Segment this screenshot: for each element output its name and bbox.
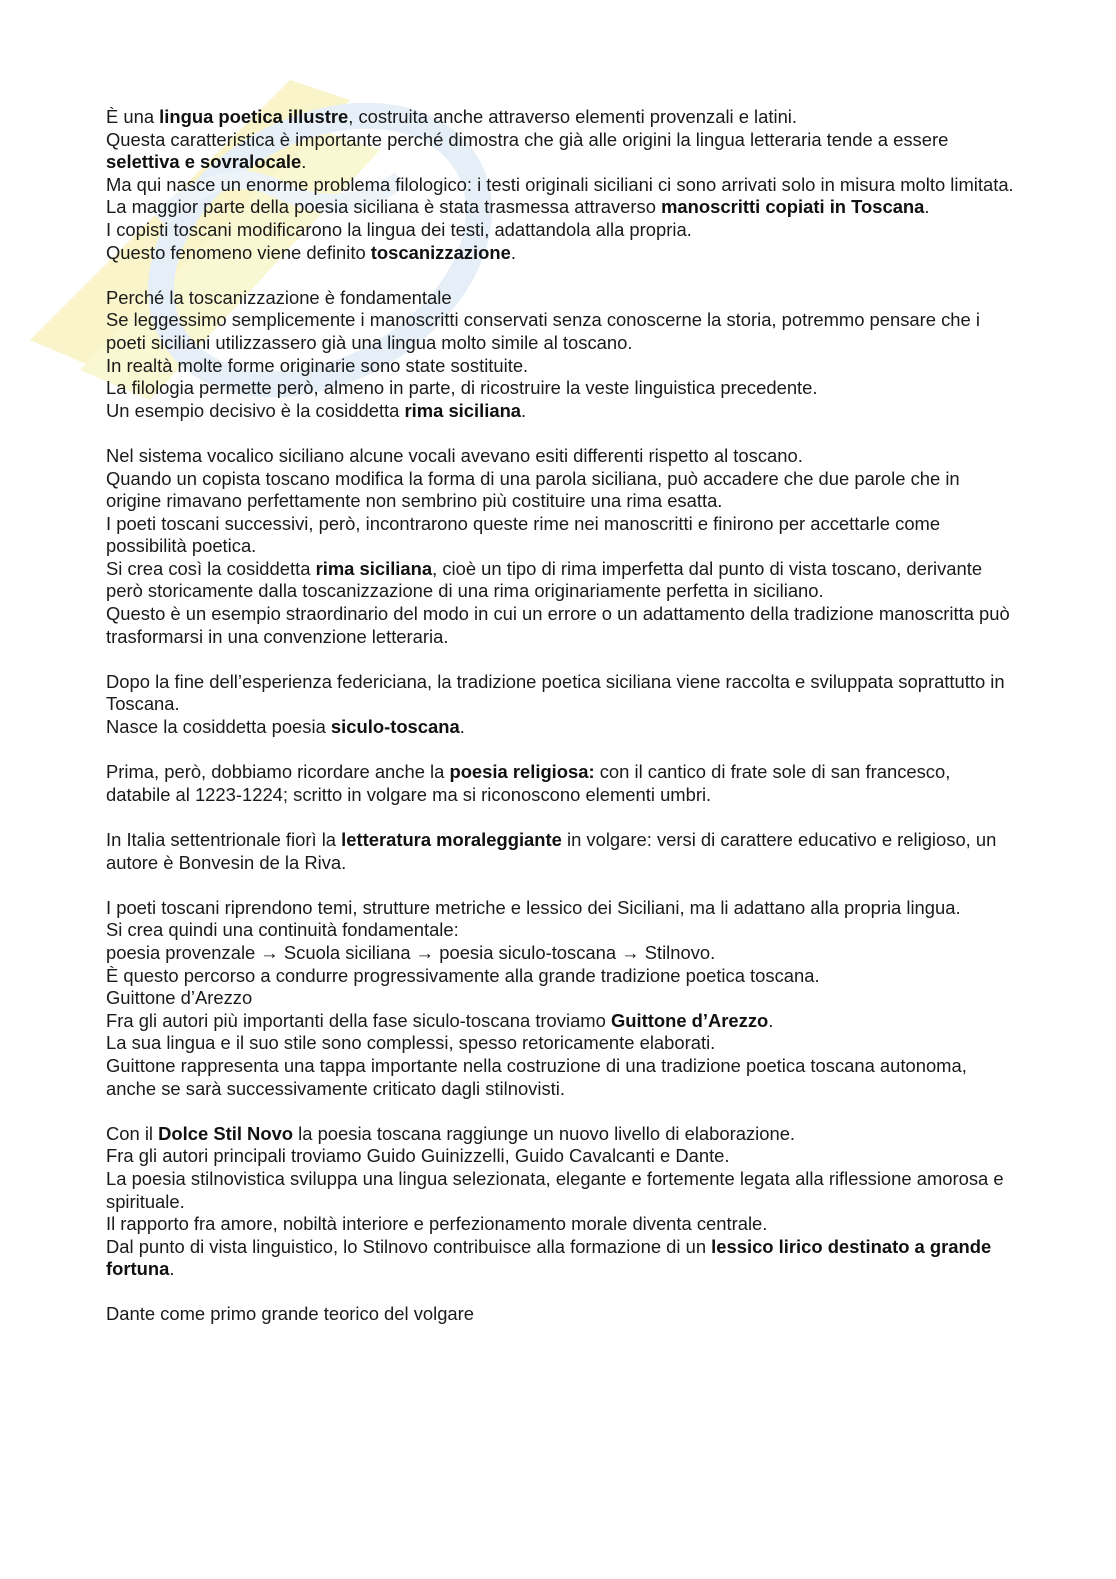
text-run: Guittone d’Arezzo xyxy=(106,987,253,1009)
paragraph xyxy=(106,400,1016,423)
paragraph xyxy=(106,219,1016,242)
text-run: È una xyxy=(106,106,160,127)
paragraph xyxy=(106,1213,1016,1236)
paragraph xyxy=(106,829,1016,874)
paragraph xyxy=(106,445,1016,468)
text-run: Si crea così la cosiddetta xyxy=(106,557,316,579)
text-run: con il cantico di frate sole di san francesco, databile al 1223-1224; scritto in volgare ma si riconoscono elementi umbri. xyxy=(106,761,951,805)
paragraph xyxy=(106,196,1016,219)
text-run: . xyxy=(768,1009,774,1031)
paragraph xyxy=(106,1303,1016,1326)
paragraph xyxy=(106,468,1016,513)
bold-text: toscanizzazione xyxy=(370,241,511,263)
paragraph xyxy=(106,106,1016,129)
text-run: Se leggessimo semplicemente i manoscritti conservati senza conoscerne la storia, potremmo pensare che i poeti siciliani utilizzassero già una lingua molto simile al toscano. xyxy=(106,309,980,353)
paragraph xyxy=(106,174,1016,197)
paragraph xyxy=(106,603,1016,648)
text-run: Perché la toscanizzazione è fondamentale xyxy=(106,286,452,308)
text-run: Dal punto di vista linguistico, lo Stilnovo contribuisce alla formazione di un xyxy=(106,1235,712,1257)
text-run: , cioè un tipo di rima imperfetta dal punto di vista toscano, derivante però storicamente dalla toscanizzazione di una rima originariamente perfetta in siciliano. xyxy=(106,557,983,602)
bold-text: siculo-toscana xyxy=(330,716,460,738)
paragraph xyxy=(106,919,1016,942)
paragraph xyxy=(106,287,1016,310)
text-run: Nasce la cosiddetta poesia xyxy=(106,716,331,738)
bold-text: letteratura moraleggiante xyxy=(341,829,562,850)
text-run: in volgare: versi di carattere educativo e religioso, un autore è Bonvesin de la Riva. xyxy=(106,829,997,873)
text-run: la poesia toscana raggiunge un nuovo livello di elaborazione. xyxy=(293,1122,796,1144)
paragraph xyxy=(106,965,1016,988)
paragraph xyxy=(106,309,1016,354)
paragraph xyxy=(106,355,1016,378)
text-run: Prima, però, dobbiamo ricordare anche la xyxy=(106,761,450,783)
paragraph xyxy=(106,1236,1016,1281)
text-run: Fra gli autori principali troviamo Guido Guinizzelli, Guido Cavalcanti e Dante. xyxy=(106,1145,730,1167)
paragraph xyxy=(106,987,1016,1010)
text-run: Quando un copista toscano modifica la forma di una parola siciliana, può accadere che due parole che in origine rimavano perfettamente non sembrino più costituire una rima esatta. xyxy=(106,467,960,512)
paragraph xyxy=(106,242,1016,265)
paragraph xyxy=(106,1123,1016,1146)
text-run: È questo percorso a condurre progressivamente alla grande tradizione poetica toscana. xyxy=(106,964,820,986)
bold-text: selettiva e sovralocale xyxy=(106,151,302,173)
bold-text: poesia religiosa: xyxy=(449,761,595,783)
bold-text: lingua poetica illustre xyxy=(159,106,349,127)
text-run: . xyxy=(169,1258,175,1280)
text-run: La sua lingua e il suo stile sono complessi, spesso retoricamente elaborati. xyxy=(106,1032,716,1054)
text-run: Fra gli autori più importanti della fase siculo-toscana troviamo xyxy=(106,1009,611,1031)
text-run: I copisti toscani modificarono la lingua dei testi, adattandola alla propria. xyxy=(106,218,692,240)
paragraph xyxy=(106,1145,1016,1168)
text-run: La poesia stilnovistica sviluppa una lingua selezionata, elegante e fortemente legata alla riflessione amorosa e spirituale. xyxy=(106,1167,1004,1212)
text-run: Questo fenomeno viene definito xyxy=(106,241,371,263)
text-run: In realtà molte forme originarie sono state sostituite. xyxy=(106,354,529,376)
paragraph xyxy=(106,942,1016,965)
text-run: In Italia settentrionale fiorì la xyxy=(106,829,342,850)
text-run: La filologia permette però, almeno in parte, di ricostruire la veste linguistica precedente. xyxy=(106,377,818,399)
text-run: Guittone rappresenta una tappa importante nella costruzione di una tradizione poetica toscana autonoma, anche se sarà successivamente criticato dagli stilnovisti. xyxy=(106,1054,967,1099)
text-run: . xyxy=(510,241,516,263)
text-run: . xyxy=(301,151,307,173)
paragraph xyxy=(106,716,1016,739)
paragraph xyxy=(106,1055,1016,1100)
bold-text: rima siciliana xyxy=(315,557,433,579)
paragraph xyxy=(106,1010,1016,1033)
text-run: I poeti toscani riprendono temi, strutture metriche e lessico dei Siciliani, ma li adattano alla propria lingua. xyxy=(106,896,961,918)
text-run: Questa caratteristica è importante perché dimostra che già alle origini la lingua letteraria tende a essere xyxy=(106,128,949,150)
text-run: , costruita anche attraverso elementi provenzali e latini. xyxy=(348,106,797,127)
paragraph xyxy=(106,761,1016,806)
paragraph xyxy=(106,1032,1016,1055)
text-run: Il rapporto fra amore, nobiltà interiore e perfezionamento morale diventa centrale. xyxy=(106,1213,768,1235)
text-run: Con il xyxy=(106,1122,159,1144)
paragraph xyxy=(106,558,1016,603)
text-run: . xyxy=(521,399,527,421)
bold-text: rima siciliana xyxy=(404,399,522,421)
paragraph xyxy=(106,1168,1016,1213)
bold-text: Guittone d’Arezzo xyxy=(610,1009,769,1031)
document-body xyxy=(106,106,1016,1326)
text-run: Nel sistema vocalico siciliano alcune vocali avevano esiti differenti rispetto al toscano. xyxy=(106,444,803,466)
paragraph xyxy=(106,377,1016,400)
paragraph xyxy=(106,129,1016,174)
paragraph xyxy=(106,897,1016,920)
bold-text: manoscritti copiati in Toscana xyxy=(661,196,925,218)
text-run: . xyxy=(924,196,930,218)
bold-text: lessico lirico destinato a grande fortuna xyxy=(106,1235,992,1280)
text-run: I poeti toscani successivi, però, incontrarono queste rime nei manoscritti e finirono per accettarle come possibilità poetica. xyxy=(106,512,941,557)
text-run: Un esempio decisivo è la cosiddetta xyxy=(106,399,405,421)
paragraph xyxy=(106,513,1016,558)
text-run: Dopo la fine dell’esperienza federiciana, la tradizione poetica siciliana viene raccolta e sviluppata soprattutto in Toscana. xyxy=(106,670,1005,715)
text-run: Dante come primo grande teorico del volgare xyxy=(106,1303,475,1325)
text-run: . xyxy=(459,716,465,738)
text-run: Questo è un esempio straordinario del modo in cui un errore o un adattamento della tradizione manoscritta può trasformarsi in una convenzione letteraria. xyxy=(106,603,1010,647)
text-run: La maggior parte della poesia siciliana è stata trasmessa attraverso xyxy=(106,196,662,218)
text-run: Ma qui nasce un enorme problema filologico: i testi originali siciliani ci sono arrivati solo in misura molto limitata. xyxy=(106,173,1014,195)
text-run: poesia provenzale → Scuola siciliana → poesia siculo-toscana → Stilnovo. xyxy=(106,941,716,963)
text-run: Si crea quindi una continuità fondamentale: xyxy=(106,919,459,941)
bold-text: Dolce Stil Novo xyxy=(158,1122,294,1144)
paragraph xyxy=(106,671,1016,716)
